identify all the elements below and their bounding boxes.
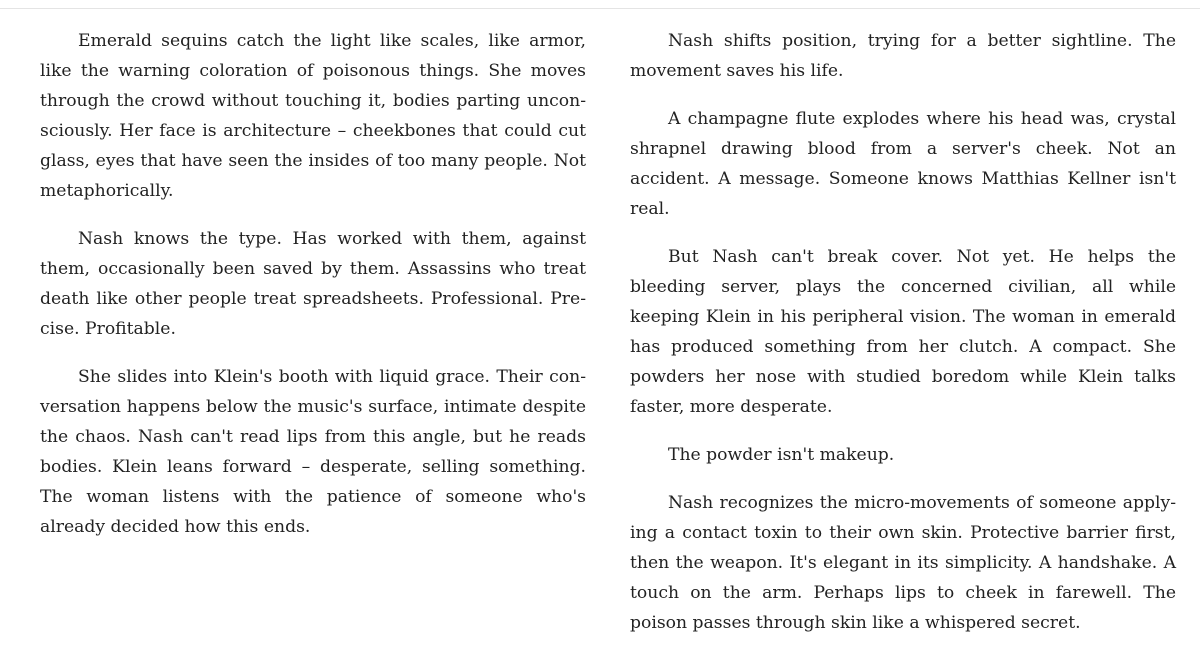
right-text-column: [630, 26, 1176, 656]
paragraph: A champagne flute explodes where his head was, crystal shrapnel drawing blood from a server's cheek. Not an accident. A message. Someone knows Matthias Kellner isn't real.: [630, 109, 1176, 219]
paragraph: Nash recognizes the micro-movements of someone applying a contact toxin to their own skin. Protective barrier first, then the weapon. It's elegant in its simplicity. A handshake. A touch on the arm. Perhaps lips to cheek in farewell. The poison passes through skin like a whispered secret.: [630, 493, 1176, 633]
paragraph: But Nash can't break cover. Not yet. He helps the bleeding server, plays the concerned civilian, all while keeping Klein in his peripheral vision. The woman in emerald has produced something from her clutch. A compact. She powders her nose with studied boredom while Klein talks faster, more desperate.: [630, 247, 1176, 417]
paragraph: Nash knows the type. Has worked with them, against them, occasionally been saved by them. Assassins who treat death like other people treat spreadsheets. Professional. Precise. Profitable.: [40, 229, 586, 339]
paragraph: Emerald sequins catch the light like scales, like armor, like the warning coloration of poisonous things. She moves through the crowd without touching it, bodies parting unconsciously. Her face is architecture – cheekbones that could cut glass, eyes that have seen the insides of too many people. Not metaphorically.: [40, 31, 586, 201]
top-divider: [0, 0, 1200, 9]
paragraph: She slides into Klein's booth with liquid grace. Their conversation happens below the music's surface, intimate despite the chaos. Nash can't read lips from this angle, but he reads bodies. Klein leans forward – desperate, selling something. The woman listens with the patience of someone who's already decided how this ends.: [40, 367, 586, 537]
paragraph: The powder isn't makeup.: [668, 445, 895, 465]
paragraph: Nash shifts position, trying for a better sightline. The movement saves his life.: [630, 31, 1176, 81]
left-text-column: [40, 26, 586, 560]
